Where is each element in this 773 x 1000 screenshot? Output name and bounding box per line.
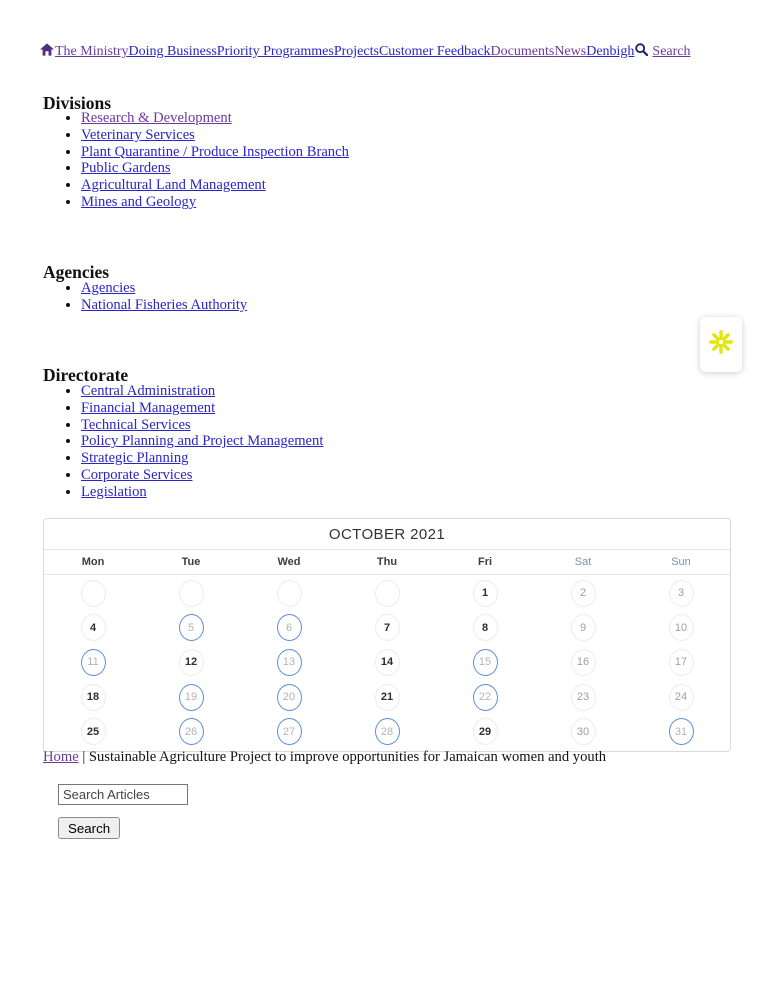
list-item xyxy=(81,280,247,297)
article-search-button[interactable]: Search xyxy=(58,817,120,839)
calendar-day-19[interactable]: 19 xyxy=(179,684,204,711)
calendar-day-17[interactable]: 17 xyxy=(669,649,694,676)
dayname-mon: Mon xyxy=(81,556,105,568)
directorate-heading: Directorate xyxy=(43,364,129,385)
breadcrumb xyxy=(43,749,606,766)
calendar-day-25[interactable]: 25 xyxy=(81,718,106,745)
top-navigation xyxy=(40,43,691,61)
list-item xyxy=(81,383,323,400)
breadcrumb-page-title: Sustainable Agriculture Project to improve opportunities for Jamaican women and youth xyxy=(88,749,607,765)
asterisk-icon xyxy=(708,329,734,360)
calendar-day-empty xyxy=(81,580,106,607)
list-item xyxy=(81,433,323,450)
calendar-day-18[interactable]: 18 xyxy=(81,684,106,711)
nav-link-search[interactable]: Search xyxy=(652,44,691,59)
agencies-heading: Agencies xyxy=(43,261,110,282)
calendar-day-20[interactable]: 20 xyxy=(277,684,302,711)
calendar-day-empty xyxy=(179,580,204,607)
agencies-list xyxy=(43,280,247,314)
list-item xyxy=(81,297,247,314)
division-link-agricultural-land[interactable]: Agricultural Land Management xyxy=(81,177,266,194)
list-item xyxy=(81,400,323,417)
directorate-link-corporate-services[interactable]: Corporate Services xyxy=(81,466,193,483)
list-item xyxy=(81,194,349,211)
calendar-day-3[interactable]: 3 xyxy=(669,580,694,607)
dayname-wed: Wed xyxy=(277,556,301,568)
calendar-day-empty xyxy=(277,580,302,607)
nav-link-denbigh[interactable]: Denbigh xyxy=(586,44,635,59)
calendar-day-16[interactable]: 16 xyxy=(571,649,596,676)
calendar-day-2[interactable]: 2 xyxy=(571,580,596,607)
divisions-list xyxy=(43,110,349,211)
calendar-day-12[interactable]: 12 xyxy=(179,649,204,676)
list-item xyxy=(81,177,349,194)
calendar-day-31[interactable]: 31 xyxy=(669,718,694,745)
directorate-link-strategic-planning[interactable]: Strategic Planning xyxy=(81,450,189,467)
dayname-fri: Fri xyxy=(477,556,493,568)
agency-link-national-fisheries[interactable]: National Fisheries Authority xyxy=(81,296,248,313)
search-icon[interactable] xyxy=(635,43,648,61)
nav-link-documents[interactable]: Documents xyxy=(490,44,555,59)
list-item xyxy=(81,467,323,484)
calendar-day-5[interactable]: 5 xyxy=(179,614,204,641)
breadcrumb-home-link[interactable]: Home xyxy=(43,749,79,765)
list-item xyxy=(81,160,349,177)
divisions-heading: Divisions xyxy=(43,92,112,113)
calendar-day-empty xyxy=(375,580,400,607)
nav-link-news[interactable]: News xyxy=(554,44,587,59)
calendar-day-30[interactable]: 30 xyxy=(571,718,596,745)
nav-link-the-ministry[interactable]: The Ministry xyxy=(55,44,129,59)
calendar-day-28[interactable]: 28 xyxy=(375,718,400,745)
list-item xyxy=(81,127,349,144)
directorate-link-policy-planning[interactable]: Policy Planning and Project Management xyxy=(81,433,324,450)
home-icon xyxy=(40,43,54,61)
list-item xyxy=(81,110,349,127)
calendar-month-title: OCTOBER 2021 xyxy=(328,525,446,543)
nav-link-customer-feedback[interactable]: Customer Feedback xyxy=(378,44,491,59)
calendar-day-27[interactable]: 27 xyxy=(277,718,302,745)
calendar-day-7[interactable]: 7 xyxy=(375,614,400,641)
calendar-day-22[interactable]: 22 xyxy=(473,684,498,711)
calendar-day-26[interactable]: 26 xyxy=(179,718,204,745)
calendar-day-1[interactable]: 1 xyxy=(473,580,498,607)
division-link-mines-geology[interactable]: Mines and Geology xyxy=(81,193,197,210)
calendar-title-row xyxy=(44,519,730,550)
nav-link-projects[interactable]: Projects xyxy=(333,44,379,59)
directorate-link-financial-management[interactable]: Financial Management xyxy=(81,399,216,416)
calendar-grid xyxy=(44,575,730,751)
calendar-day-names xyxy=(44,550,730,575)
nav-link-doing-business[interactable]: Doing Business xyxy=(128,44,217,59)
breadcrumb-separator: | xyxy=(78,749,89,765)
agency-link-agencies[interactable]: Agencies xyxy=(81,280,136,296)
calendar-day-8[interactable]: 8 xyxy=(473,614,498,641)
event-calendar xyxy=(43,518,731,752)
dayname-sat: Sat xyxy=(574,556,592,568)
calendar-day-24[interactable]: 24 xyxy=(669,684,694,711)
calendar-day-9[interactable]: 9 xyxy=(571,614,596,641)
dayname-thu: Thu xyxy=(376,556,398,568)
directorate-link-legislation[interactable]: Legislation xyxy=(81,483,147,500)
division-link-veterinary-services[interactable]: Veterinary Services xyxy=(81,126,195,143)
calendar-day-21[interactable]: 21 xyxy=(375,684,400,711)
division-link-research-development[interactable]: Research & Development xyxy=(81,110,232,126)
list-item xyxy=(81,484,323,501)
calendar-day-11[interactable]: 11 xyxy=(81,649,106,676)
calendar-day-29[interactable]: 29 xyxy=(473,718,498,745)
accessibility-widget-button[interactable] xyxy=(700,317,742,372)
calendar-day-6[interactable]: 6 xyxy=(277,614,302,641)
calendar-day-4[interactable]: 4 xyxy=(81,614,106,641)
list-item xyxy=(81,144,349,161)
list-item xyxy=(81,417,323,434)
article-search-input[interactable] xyxy=(58,784,188,805)
calendar-day-23[interactable]: 23 xyxy=(571,684,596,711)
directorate-link-technical-services[interactable]: Technical Services xyxy=(81,416,191,433)
directorate-link-central-administration[interactable]: Central Administration xyxy=(81,383,216,399)
calendar-day-15[interactable]: 15 xyxy=(473,649,498,676)
calendar-day-14[interactable]: 14 xyxy=(375,649,400,676)
calendar-day-13[interactable]: 13 xyxy=(277,649,302,676)
nav-link-priority-programmes[interactable]: Priority Programmes xyxy=(216,44,334,59)
division-link-public-gardens[interactable]: Public Gardens xyxy=(81,160,171,177)
dayname-tue: Tue xyxy=(181,556,201,568)
dayname-sun: Sun xyxy=(671,556,691,568)
list-item xyxy=(81,450,323,467)
calendar-day-10[interactable]: 10 xyxy=(669,614,694,641)
division-link-plant-quarantine[interactable]: Plant Quarantine / Produce Inspection Branch xyxy=(81,143,349,160)
directorate-list xyxy=(43,383,323,501)
